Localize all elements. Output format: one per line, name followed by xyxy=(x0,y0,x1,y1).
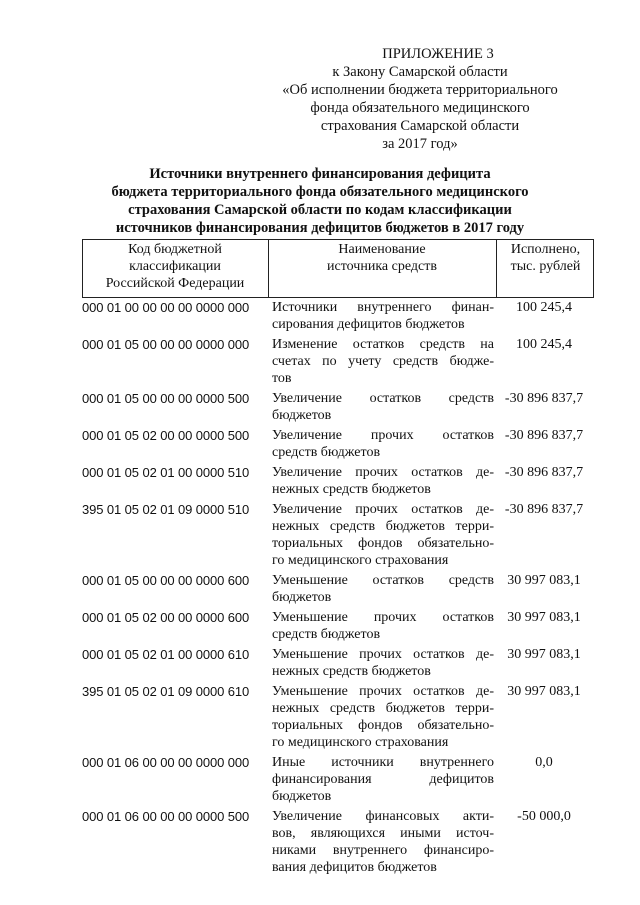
table-row xyxy=(82,609,594,643)
column-divider xyxy=(82,240,83,297)
row-name-line: Увеличение остатков средств xyxy=(272,391,494,406)
table-row xyxy=(82,336,594,387)
row-name xyxy=(272,646,494,680)
row-name-line: го медицинского страхования xyxy=(272,735,449,750)
row-name xyxy=(272,427,494,461)
row-name xyxy=(272,754,494,805)
table-row xyxy=(82,427,594,461)
row-name-line: никами внутреннего финансиро- xyxy=(272,843,494,858)
row-code: 000 01 00 00 00 00 0000 000 xyxy=(82,300,250,315)
row-name xyxy=(272,572,494,606)
row-code: 395 01 05 02 01 09 0000 510 xyxy=(82,502,250,517)
row-name-line: вания дефицитов бюджетов xyxy=(272,860,437,875)
appendix-line: страхования Самарской области xyxy=(320,118,520,134)
appendix-line: ПРИЛОЖЕНИЕ 3 xyxy=(382,46,494,62)
row-code: 000 01 05 02 00 00 0000 600 xyxy=(82,610,250,625)
row-value: 0,0 xyxy=(535,755,553,770)
row-value: 30 997 083,1 xyxy=(507,610,581,625)
row-name-line: вов, являющихся иными источ- xyxy=(272,826,494,841)
row-name-line: средств бюджетов xyxy=(272,445,381,460)
row-code: 000 01 06 00 00 00 0000 000 xyxy=(82,755,250,770)
table-row xyxy=(82,572,594,606)
header-code-line: Код бюджетной xyxy=(128,242,222,257)
row-name-line: нежных средств бюджетов xyxy=(272,482,431,497)
row-name-line: Изменение остатков средств на xyxy=(272,337,494,352)
column-divider xyxy=(496,240,497,297)
appendix-line: за 2017 год» xyxy=(382,136,458,152)
document-title xyxy=(55,165,585,237)
row-name-line: Увеличение прочих остатков xyxy=(272,428,494,443)
row-name xyxy=(272,683,494,751)
table-row xyxy=(82,683,594,751)
row-value: -30 896 837,7 xyxy=(504,391,584,406)
title-line: страхования Самарской области по кодам классификации xyxy=(128,202,512,218)
table-row xyxy=(82,808,594,876)
row-code: 000 01 05 00 00 00 0000 000 xyxy=(82,337,250,352)
row-code: 000 01 05 02 01 00 0000 610 xyxy=(82,647,250,662)
row-value: -30 896 837,7 xyxy=(504,502,584,517)
row-value: -30 896 837,7 xyxy=(504,428,584,443)
row-name-line: нежных средств бюджетов терри- xyxy=(272,519,494,534)
row-name-line: бюджетов xyxy=(272,408,332,423)
table-row xyxy=(82,390,594,424)
row-name-line: ториальных фондов обязательно- xyxy=(272,536,494,551)
row-name xyxy=(272,299,494,333)
row-name xyxy=(272,609,494,643)
row-code: 000 01 06 00 00 00 0000 500 xyxy=(82,809,250,824)
row-name-line: Увеличение прочих остатков де- xyxy=(272,465,494,480)
row-name xyxy=(272,464,494,498)
table-row xyxy=(82,754,594,805)
row-name-line: сирования дефицитов бюджетов xyxy=(272,317,465,332)
row-name-line: Источники внутреннего финан- xyxy=(272,300,494,315)
row-value: -50 000,0 xyxy=(517,809,571,824)
table-row xyxy=(82,501,594,569)
title-line: Источники внутреннего финансирования дефицита xyxy=(149,166,491,182)
row-name-line: Иные источники внутреннего xyxy=(272,755,494,770)
header-code xyxy=(84,241,266,292)
row-code: 000 01 05 02 01 00 0000 510 xyxy=(82,465,250,480)
row-value: 30 997 083,1 xyxy=(507,573,581,588)
table-header xyxy=(82,239,594,298)
row-code: 000 01 05 00 00 00 0000 500 xyxy=(82,391,250,406)
row-code: 395 01 05 02 01 09 0000 610 xyxy=(82,684,250,699)
row-name-line: средств бюджетов xyxy=(272,627,381,642)
column-divider xyxy=(268,240,269,297)
row-code: 000 01 05 00 00 00 0000 600 xyxy=(82,573,250,588)
row-code: 000 01 05 02 00 00 0000 500 xyxy=(82,428,250,443)
row-name-line: Уменьшение остатков средств xyxy=(272,573,494,588)
header-code-line: Российской Федерации xyxy=(105,276,245,291)
header-value-line: тыс. рублей xyxy=(510,259,581,274)
row-name-line: Уменьшение прочих остатков де- xyxy=(272,647,494,662)
table-row xyxy=(82,299,594,333)
row-name-line: Увеличение финансовых акти- xyxy=(272,809,494,824)
row-name xyxy=(272,501,494,569)
row-name-line: нежных средств бюджетов xyxy=(272,664,431,679)
row-name-line: Уменьшение прочих остатков xyxy=(272,610,494,625)
table-row xyxy=(82,464,594,498)
header-name-line: Наименование xyxy=(338,242,426,257)
row-name-line: бюджетов xyxy=(272,789,332,804)
row-value: -30 896 837,7 xyxy=(504,465,584,480)
row-name xyxy=(272,808,494,876)
header-code-line: классификации xyxy=(129,259,221,274)
row-name-line: тов xyxy=(272,371,292,386)
table-row xyxy=(82,646,594,680)
row-value: 100 245,4 xyxy=(516,300,572,315)
header-value-line: Исполнено, xyxy=(510,242,581,257)
appendix-line: «Об исполнении бюджета территориального xyxy=(282,82,558,98)
table-body xyxy=(82,299,594,876)
appendix-header xyxy=(255,45,585,153)
row-name-line: бюджетов xyxy=(272,590,332,605)
row-value: 30 997 083,1 xyxy=(507,684,581,699)
row-name-line: нежных средств бюджетов терри- xyxy=(272,701,494,716)
row-name-line: счетах по учету средств бюдже- xyxy=(272,354,494,369)
header-name xyxy=(270,241,494,275)
title-line: бюджета территориального фонда обязательного медицинского xyxy=(111,184,529,200)
appendix-line: к Закону Самарской области xyxy=(332,64,508,80)
row-value: 100 245,4 xyxy=(516,337,572,352)
row-name-line: Увеличение прочих остатков де- xyxy=(272,502,494,517)
header-name-line: источника средств xyxy=(327,259,437,274)
column-divider xyxy=(593,240,594,297)
row-value: 30 997 083,1 xyxy=(507,647,581,662)
title-line: источников финансирования дефицитов бюджетов в 2017 году xyxy=(115,220,525,236)
row-name-line: ториальных фондов обязательно- xyxy=(272,718,494,733)
row-name-line: финансирования дефицитов xyxy=(272,772,494,787)
appendix-line: фонда обязательного медицинского xyxy=(310,100,530,116)
row-name-line: Уменьшение прочих остатков де- xyxy=(272,684,494,699)
sources-table xyxy=(82,239,594,876)
header-value xyxy=(498,241,593,275)
row-name-line: го медицинского страхования xyxy=(272,553,449,568)
row-name xyxy=(272,336,494,387)
row-name xyxy=(272,390,494,424)
